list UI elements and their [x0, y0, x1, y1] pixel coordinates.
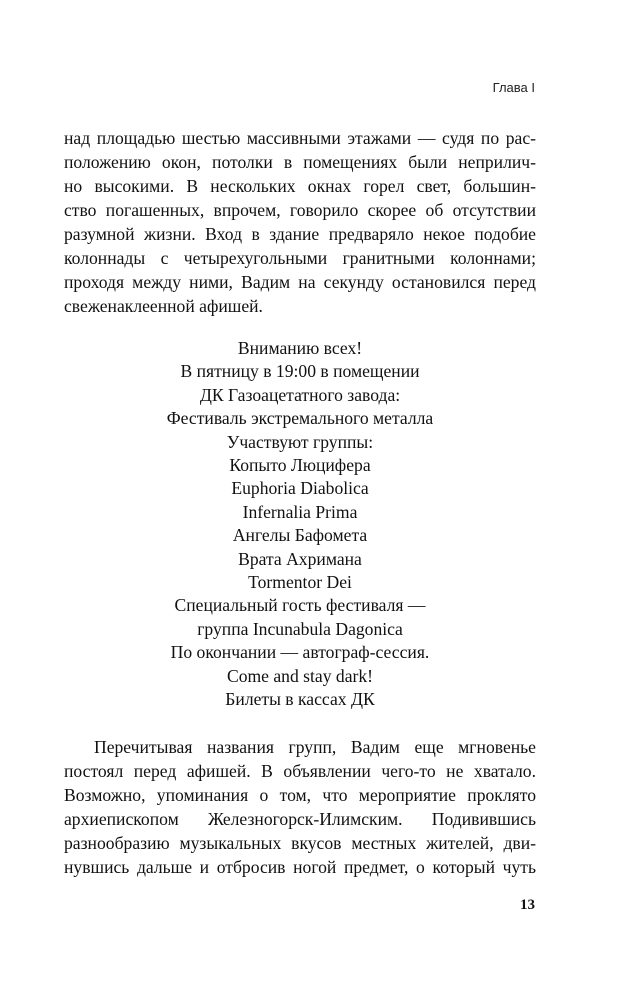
text-line: колоннады с четырехугольными гранитными колоннами; [64, 248, 536, 268]
poster-line: Infernalia Prima [242, 501, 358, 522]
poster-line: Euphoria Diabolica [231, 478, 369, 499]
poster-line: Врата Ахримана [238, 548, 362, 569]
body-paragraph-2 [64, 735, 536, 879]
text-line: архиепископом Железногорск-Илимским. Подивившись [64, 809, 536, 829]
poster-line: группа Incunabula Dagonica [197, 618, 403, 639]
poster-line: Участвуют группы: [226, 431, 374, 452]
text-line: Возможно, упоминания о том, что мероприятие проклято [64, 785, 536, 805]
poster-line: Фестиваль экстремального металла [166, 408, 434, 429]
poster-line: Билеты в кассах ДК [225, 689, 375, 710]
text-line: Перечитывая названия групп, Вадим еще мгновенье [94, 737, 536, 757]
text-line: ство погашенных, впрочем, говорило скорее об отсутствии [64, 200, 536, 220]
poster-line: Come and stay dark! [226, 665, 374, 686]
text-line: постоял перед афишей. В объявлении чего-то не хватало. [64, 761, 536, 781]
text-line: свеженаклеенной афишей. [64, 296, 263, 316]
poster-line: Специальный гость фестиваля — [174, 595, 426, 616]
poster-line: По окончании — автограф-сессия. [170, 642, 430, 663]
running-header-chapter: Глава I [492, 80, 535, 95]
poster-text [64, 337, 536, 712]
body-paragraph-1 [64, 126, 536, 318]
poster-line: Копыто Люцифера [229, 455, 371, 476]
poster-line: Вниманию всех! [237, 338, 363, 358]
text-line: разумной жизни. Вход в здание предваряло некое подобие [64, 224, 536, 244]
poster-line: Tormentor Dei [248, 572, 352, 593]
text-line: над площадью шестью массивными этажами — судя по рас- [64, 128, 536, 148]
text-line: нувшись дальше и отбросив ногой предмет, о который чуть [64, 857, 536, 877]
text-line: но высокими. В нескольких окнах горел свет, большин- [64, 176, 536, 196]
poster-line: В пятницу в 19:00 в помещении [180, 361, 420, 382]
text-line: положению окон, потолки в помещениях были неприлич- [64, 152, 536, 172]
poster-line: ДК Газоацетатного завода: [199, 384, 401, 405]
poster-line: Ангелы Бафомета [232, 525, 368, 546]
text-line: разнообразию музыкальных вкусов местных жителей, дви- [64, 833, 536, 853]
page-number: 13 [520, 897, 535, 913]
text-line: проходя между ними, Вадим на секунду остановился перед [64, 272, 536, 292]
